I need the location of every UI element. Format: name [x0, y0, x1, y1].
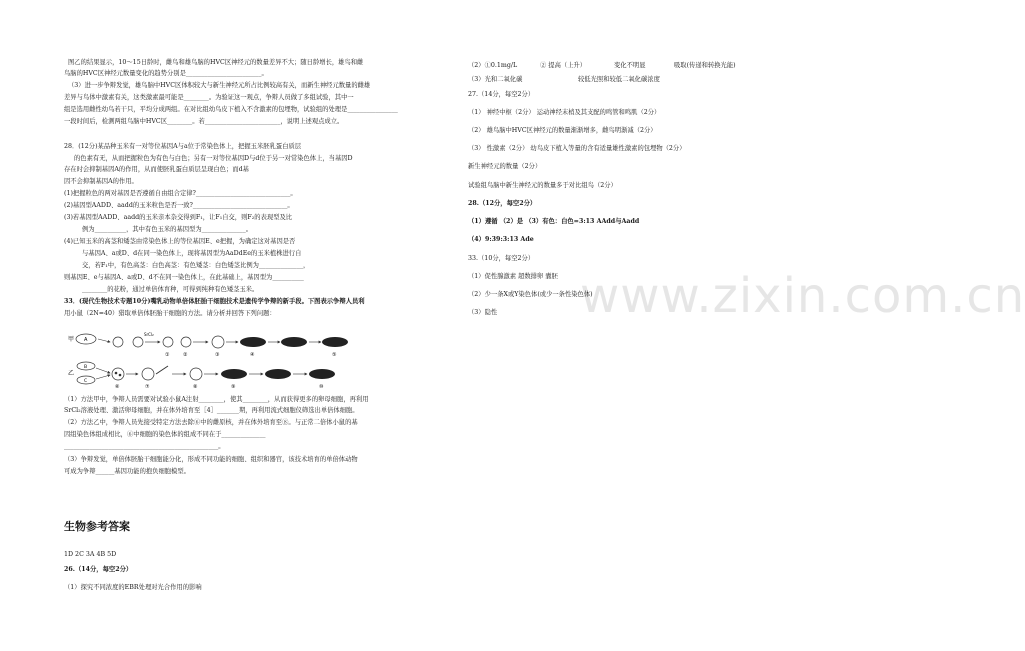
oocyte-cell: [133, 337, 143, 347]
question-28-stem: 28．(12分)某品种玉米有一对等位基因A与a位于常染色体上，把握玉米胚乳蛋白质层: [64, 143, 302, 150]
culture-dish: [322, 337, 348, 347]
step-number: ②: [183, 352, 188, 358]
step-number: ⑥: [115, 384, 120, 390]
answer-line: （2） 雄鸟脑中HVC区神经元的数量渐渐增多，雌鸟明渐减（2分）: [468, 127, 657, 134]
text-line: (1)把握粒色的两对基因是否遵循自由组合定律?______________________________。: [64, 190, 297, 197]
cell-7: [142, 368, 154, 380]
text-line: 存在时会抑制基因A的作用，从而使胚乳蛋白质层呈现白色；而d基: [64, 166, 249, 173]
text-line: 用小鼠（2N=40）猎取单倍体胚胎干细胞的方法。请分析并回答下列问题：: [64, 310, 276, 317]
answer-line: 33.（10分，每空2分）: [468, 255, 535, 262]
text-line: 与基因A、a或D、d在同一染色体上，现将基因型为AaDdEe的玉米植株进行自: [82, 250, 302, 257]
text-line: 交，若F₁中，有色高茎：白色高茎：有色矮茎：白色矮茎比例为______________，: [82, 262, 310, 269]
arrow: [96, 375, 110, 379]
nucleus: [115, 372, 118, 375]
step-number: ⑩: [319, 384, 324, 390]
text-line: （2）方法乙中，争辩人员先接受特定方法去除⑥中的雌原核，并在体外培育至⑧。与正常二倍体小鼠的基: [64, 419, 358, 426]
text-line: (2)基因型AADD、aadd的玉米粒色是否一致?______________________________。: [64, 202, 294, 209]
text-line: （1）方法甲中，争辩人员需要对试验小鼠A注射________，使其________，从而获得更多的卵母细胞，再利用: [64, 396, 369, 403]
cell-1: [163, 337, 173, 347]
watermark: www.zixin.com.cn: [580, 268, 1025, 324]
answer-26-head: 26.（14分，每空2分）: [64, 566, 133, 573]
text-line: 例为__________，其中有色玉米的基因型为______________。: [82, 226, 253, 233]
step-number: ④: [250, 352, 255, 358]
arrow: [96, 368, 110, 373]
culture-dish: [240, 337, 266, 347]
answer-line: 28.（12分，每空2分）: [468, 200, 537, 207]
text-line: (3)若基因型AADD、aadd的玉米亲本杂交得到F₁，让F₁自交，则F₂的表现型及比: [64, 214, 293, 221]
zygote-cell: [112, 368, 124, 380]
text-line: 图乙的结果显示，10～15日龄时，雌鸟和雄鸟脑的HVC区神经元的数量差异不大；随日龄增长，雄鸟和雌: [68, 59, 364, 66]
answers-title: 生物参考答案: [64, 520, 130, 533]
answer-line: （1）遵循 （2）是 （3）有色：白色=3:13 AAdd与Aadd: [468, 218, 640, 225]
answer-line: 试验组鸟脑中新生神经元的数量多于对比组鸟（2分）: [468, 182, 617, 189]
text-line: 鸟脑的HVC区神经元数量变化的趋势分别是________________________。: [64, 70, 268, 77]
step-number: ⑤: [332, 352, 337, 358]
oocyte-cell: [113, 337, 123, 347]
mouse-label-a: A: [84, 337, 88, 343]
question-33-stem: 33．(现代生物技术专题10分)嘴乳动物单倍体胚胎干细胞技术是遗传学争辩的新手段。下图表示争辩人员利: [64, 298, 365, 305]
text-line: (4)已知玉米的高茎和矮茎由常染色体上的等位基因E、e把握，为确定这对基因是否: [64, 238, 296, 245]
nucleus: [119, 374, 122, 377]
embryo-cell: [212, 336, 224, 348]
row-label-jia: 甲: [68, 336, 75, 343]
text-line: 一段时间后，检测两组鸟脑中HVC区________。若________________________，说明上述观点成立。: [64, 118, 344, 125]
text-line: 则基因E、e与基因A、a或D、d不在同一染色体上，在此基础上，基因型为__________: [64, 274, 304, 281]
cell-culture-diagram: [68, 330, 378, 392]
answer-line: 变化不明显: [614, 62, 646, 69]
culture-dish: [265, 369, 291, 379]
culture-dish: [221, 369, 247, 379]
step-number: ⑨: [231, 384, 236, 390]
text-line: 差异与鸟体中激素有关，这类激素最可能是________。为验证这一观点，争辩人员做了多组试验，其中一: [64, 94, 354, 101]
text-line: 的色素有无，从而把握粒色为有色与白色；另有一对等位基因D与d位于另一对常染色体上，当基因D: [74, 155, 353, 162]
reagent-label: SrCl₂: [144, 332, 154, 337]
pipette: [156, 366, 168, 374]
text-line: （3）争辩发觉，单倍体胚胎干细胞能分化，形成不同功能的细胞、组织和器官，该技术培育的单倍体动物: [64, 456, 358, 463]
answer-line: （4）9:39:3:13 Ade: [468, 236, 534, 243]
answer-line: （1） 神经中枢（2分） 运动神经末梢及其支配的鸣管和鸣肌（2分）: [468, 109, 661, 116]
answer-line: 较低光照和较低二氧化碳浓度: [578, 76, 660, 83]
answer-line: （2）少一条X或Y染色体(或少一条性染色体): [468, 291, 593, 298]
text-line: 因组染色体组成相比，⑥中细胞的染色体的组成不同在于______________: [64, 431, 266, 438]
step-number: ⑧: [193, 384, 198, 390]
step-number: ⑦: [145, 384, 150, 390]
text-line: ________的花粉，通过单倍体育种，可得到纯种有色矮茎玉米。: [82, 286, 259, 293]
cell-2: [181, 337, 191, 347]
culture-dish: [281, 337, 307, 347]
text-line: 因不会抑制基因A的作用。: [64, 178, 138, 185]
mouse-label-b: B: [84, 365, 88, 370]
answer-line: （3）光和二氧化碳: [468, 76, 523, 83]
answer-line: （1）促性腺激素 超数排卵 囊胚: [468, 273, 558, 280]
text-line: 组是选用雌性幼鸟若干只，平均分成两组。在对比组幼鸟皮下植入不含激素的包埋物，试验组的处理是________________: [64, 106, 398, 113]
text-line: （3）进一步争辩发觉，雄鸟脑中HVC区体积较大与新生神经元所占比例较高有关，而新生神经元数量的雌雄: [68, 82, 371, 89]
answer-line: （3）隐性: [468, 309, 498, 316]
answer-line: （2）①0.1mg/L: [468, 62, 518, 69]
step-number: ③: [215, 352, 220, 358]
text-line: SrCl₂溶液处理、激活卵母细胞，并在体外培育至［4］_______期，再利用流式细胞仪筛选出单倍体细胞。: [64, 407, 359, 414]
embryo-cell: [190, 368, 202, 380]
mouse-label-c: C: [84, 379, 88, 384]
step-number: ①: [165, 352, 170, 358]
answer-line: 吸取(传递和转换光能): [674, 62, 736, 69]
mc-answers: 1D 2C 3A 4B 5D: [64, 551, 117, 558]
text-line: _________________________________________________。: [64, 443, 225, 450]
answer-line: （3） 性激素（2分） 幼鸟皮下植入等量的含有适量雄性激素的包埋物（2分）: [468, 145, 686, 152]
text-line: 可成为争辩______基因功能的抱负细胞模型。: [64, 468, 190, 475]
answer-26-1: （1）探究不同浓度的EBR处理对光合作用的影响: [64, 584, 202, 591]
answer-line: ② 提高（上升）: [540, 62, 587, 69]
culture-dish: [309, 369, 335, 379]
arrow: [98, 339, 110, 342]
answer-line: 27.（14分，每空2分）: [468, 91, 535, 98]
row-label-yi: 乙: [68, 370, 75, 377]
answer-line: 新生神经元的数量（2分）: [468, 163, 542, 170]
